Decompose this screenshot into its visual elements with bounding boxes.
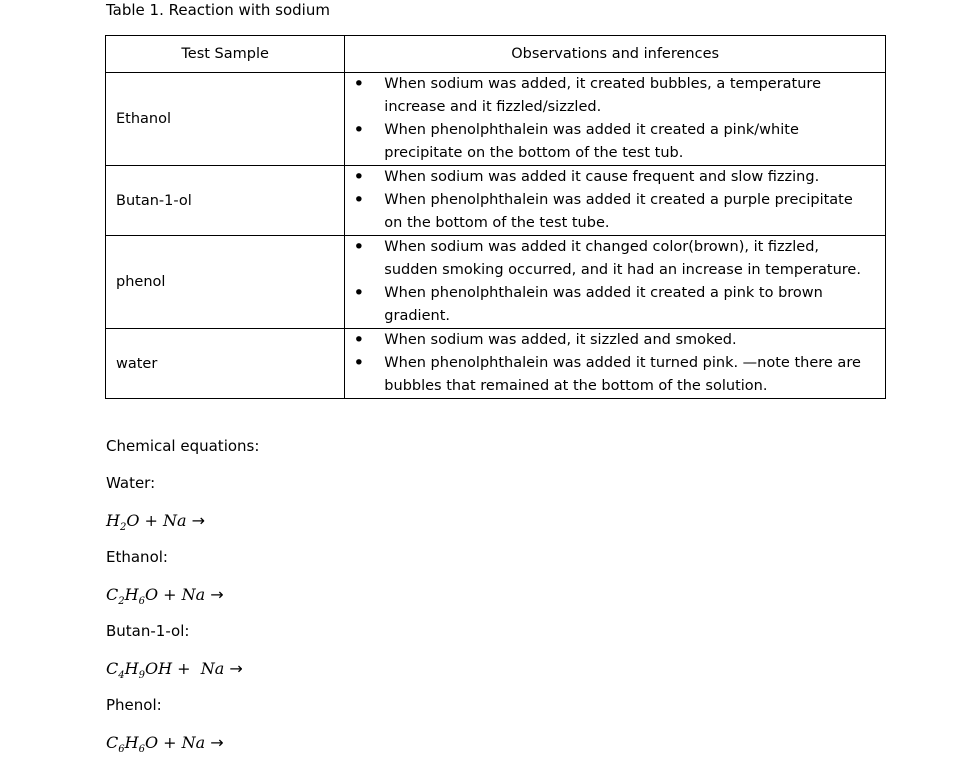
ethanol-equation: $C_2H_6O + Na$ → [106, 585, 224, 608]
water-label: Water: [106, 474, 156, 492]
header-test-sample: Test Sample [106, 36, 345, 73]
observations-cell [345, 236, 886, 329]
observations-cell [345, 166, 886, 236]
observation-item: • When sodium was added, it sizzled and smoked. [345, 329, 885, 352]
arrow-icon: → [229, 659, 243, 678]
observation-item: • When sodium was added, it created bubbles, a temperature increase and it fizzled/sizzled. [345, 73, 885, 119]
sample-cell-phenol: phenol [106, 236, 345, 329]
equations-heading: Chemical equations: [106, 437, 260, 455]
butanol-equation: $C_4H_9OH + Na$ → [106, 659, 243, 682]
observation-item: • When phenolphthalein was added it turned pink. —note there are bubbles that remained at the bottom of the solution. [345, 352, 885, 398]
observation-list [345, 329, 885, 398]
observations-cell [345, 73, 886, 166]
arrow-icon: → [191, 511, 206, 530]
observations-cell [345, 329, 886, 399]
table-row [106, 236, 886, 329]
phenol-label: Phenol: [106, 696, 162, 714]
table-row [106, 166, 886, 236]
table-row [106, 73, 886, 166]
observation-item: • When phenolphthalein was added it created a purple precipitate on the bottom of the test tube. [345, 189, 885, 235]
table-header-row [106, 36, 886, 73]
phenol-equation: $C_6H_6O + Na$ → [106, 733, 224, 756]
observation-item: • When phenolphthalein was added it created a pink to brown gradient. [345, 282, 885, 328]
arrow-icon: → [210, 585, 224, 604]
butanol-label: Butan-1-ol: [106, 622, 190, 640]
ethanol-label: Ethanol: [106, 548, 168, 566]
table-row [106, 329, 886, 399]
reaction-table [105, 35, 886, 399]
water-equation: $H_2O + Na$ → [106, 511, 206, 534]
observation-item: • When sodium was added it cause frequent and slow fizzing. [345, 166, 885, 189]
observation-item: • When sodium was added it changed color(brown), it fizzled, sudden smoking occurred, and it had an increase in temperature. [345, 236, 885, 282]
observation-list [345, 236, 885, 328]
observation-list [345, 73, 885, 165]
sample-cell-water: water [106, 329, 345, 399]
sample-cell-ethanol: Ethanol [106, 73, 345, 166]
observation-item: • When phenolphthalein was added it created a pink/white precipitate on the bottom of the test tub. [345, 119, 885, 165]
sample-cell-butanol: Butan-1-ol [106, 166, 345, 236]
observation-list [345, 166, 885, 235]
table-caption: Table 1. Reaction with sodium [106, 1, 330, 19]
arrow-icon: → [210, 733, 224, 752]
header-observations: Observations and inferences [345, 36, 886, 73]
